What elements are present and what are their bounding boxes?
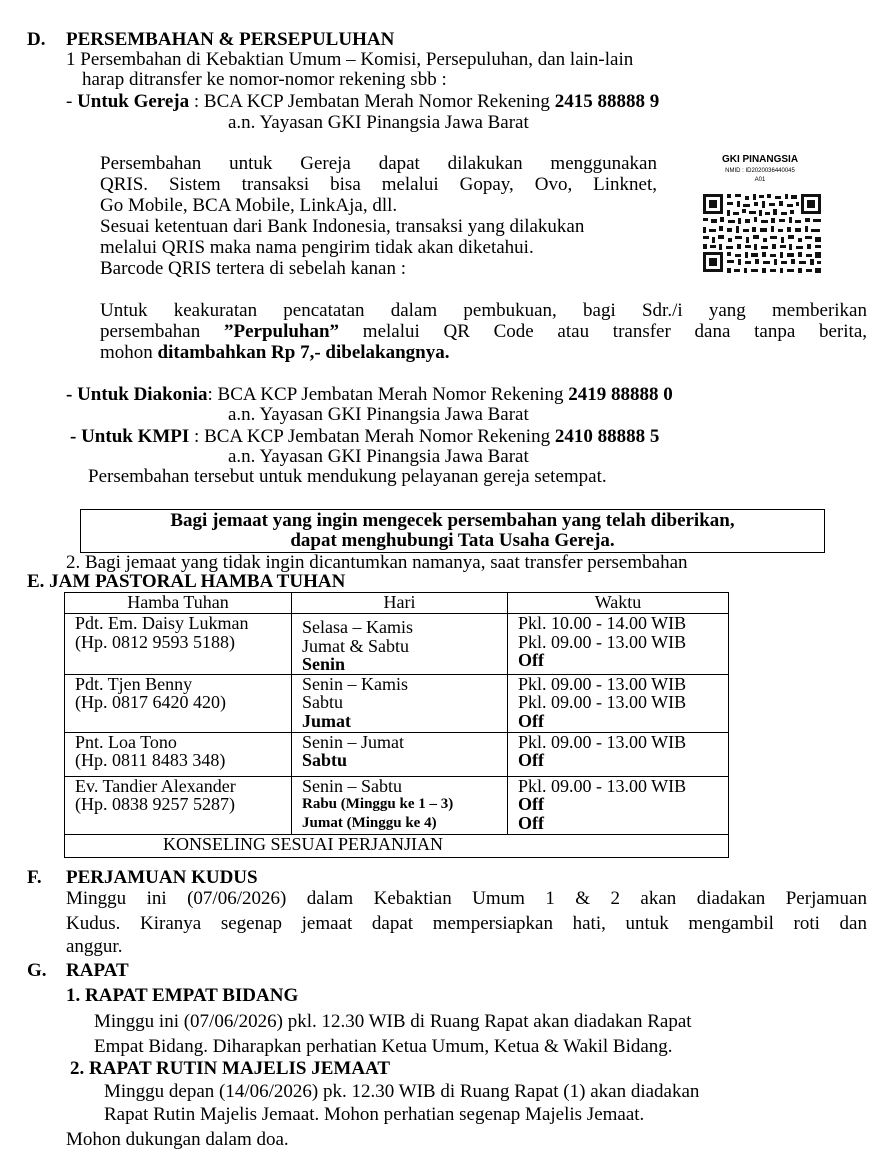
perpuluhan-text-a: persembahan — [100, 321, 224, 342]
notice-line-1: Bagi jemaat yang ingin mengecek persembahan yang telah diberikan, — [170, 510, 735, 531]
notice-line-2: dapat menghubungi Tata Usaha Gereja. — [290, 530, 615, 551]
qr-title: GKI PINANGSIA — [721, 154, 799, 165]
gereja-account-holder: a.n. Yayasan GKI Pinangsia Jawa Barat — [228, 112, 529, 133]
pastor-name: Pdt. Em. Daisy Lukman — [75, 613, 249, 633]
pastor-phone: (Hp. 0811 8483 348) — [75, 750, 226, 770]
day-entry: Senin – Kamis — [302, 673, 408, 694]
pastor-name: Pnt. Loa Tono — [75, 731, 177, 752]
pastor-phone: (Hp. 0838 9257 5287) — [75, 794, 235, 814]
qr-nmid: NMID : ID2020036440045 — [725, 168, 795, 174]
day-entry: Senin – Jumat — [302, 731, 404, 752]
section-d-title: PERSEMBAHAN & PERSEPULUHAN — [66, 29, 395, 50]
gereja-account-line: - Untuk Gereja : BCA KCP Jembatan Merah Nomor Rekening 2415 88888 9 — [66, 91, 660, 112]
time-entry: Pkl. 09.00 - 13.00 WIB — [518, 731, 687, 752]
qris-line-1: Persembahan untuk Gereja dapat dilakukan menggunakan — [100, 153, 657, 174]
day-entry: Selasa – Kamis — [302, 617, 413, 637]
qris-line-5: melalui QRIS maka nama pengirim tidak akan diketahui. — [100, 237, 534, 258]
days-cell — [292, 732, 508, 776]
prayer-request-line: Mohon dukungan dalam doa. — [66, 1129, 289, 1150]
communion-line-2: Kudus. Kiranya segenap jemaat dapat mempersiapkan hati, untuk mengambil roti dan — [66, 913, 867, 934]
table-row — [65, 776, 729, 834]
kmpi-bank: : BCA KCP Jembatan Merah Nomor Rekening — [189, 426, 555, 447]
time-entry: Pkl. 09.00 - 13.00 WIB — [518, 673, 687, 694]
pastor-cell — [65, 674, 292, 732]
meeting-2-line-2: Rapat Rutin Majelis Jemaat. Mohon perhatian segenap Majelis Jemaat. — [104, 1104, 645, 1125]
time-entry: Pkl. 09.00 - 13.00 WIB — [518, 775, 687, 796]
perpuluhan-line-2 — [100, 322, 867, 342]
gereja-account-number: 2415 88888 9 — [554, 91, 660, 112]
pastor-cell — [65, 614, 292, 675]
gereja-label: Untuk Gereja — [77, 91, 190, 112]
qris-code — [698, 150, 828, 275]
perpuluhan-mohon: mohon — [100, 342, 158, 363]
day-entry: Senin – Sabtu — [302, 775, 403, 796]
section-f-letter: F. — [27, 867, 42, 888]
time-off-entry: Off — [518, 812, 544, 833]
time-off-entry: Off — [518, 794, 544, 814]
gereja-bank: : BCA KCP Jembatan Merah Nomor Rekening — [189, 91, 555, 112]
days-cell — [292, 776, 508, 834]
section-e-title: E. JAM PASTORAL HAMBA TUHAN — [27, 571, 346, 592]
table-row — [65, 674, 729, 732]
perpuluhan-instruction: ditambahkan Rp 7,- dibelakangnya. — [157, 342, 450, 363]
offering-intro-line2: harap ditransfer ke nomor-nomor rekening sbb : — [82, 69, 447, 90]
pastor-phone: (Hp. 0812 9593 5188) — [75, 631, 235, 652]
table-header: Waktu — [508, 593, 729, 614]
time-off-entry: Off — [518, 750, 544, 770]
qr-matrix-icon — [701, 192, 823, 274]
qris-line-6: Barcode QRIS tertera di sebelah kanan : — [100, 258, 406, 279]
kmpi-account-holder: a.n. Yayasan GKI Pinangsia Jawa Barat — [228, 446, 529, 467]
diakonia-account-number: 2419 88888 0 — [568, 384, 673, 405]
table-header: Hari — [292, 593, 508, 614]
kmpi-account-line — [70, 427, 659, 447]
day-off-entry: Rabu (Minggu ke 1 – 3) — [302, 796, 454, 812]
section-d-letter: D. — [27, 29, 46, 50]
day-entry: Sabtu — [302, 692, 344, 712]
meeting-2-line-1: Minggu depan (14/06/2026) pk. 12.30 WIB di Ruang Rapat (1) akan diadakan — [104, 1081, 700, 1102]
perpuluhan-line-1: Untuk keakuratan pencatatan dalam pembukuan, bagi Sdr./i yang memberikan — [100, 300, 867, 321]
diakonia-account-holder: a.n. Yayasan GKI Pinangsia Jawa Barat — [228, 404, 529, 425]
meeting-1-title: 1. RAPAT EMPAT BIDANG — [66, 985, 299, 1006]
pastor-cell — [65, 732, 292, 776]
table-header: Hamba Tuhan — [65, 593, 292, 614]
table-row — [65, 614, 729, 675]
days-cell — [292, 674, 508, 732]
anonymous-transfer-line: 2. Bagi jemaat yang tidak ingin dicantumkan namanya, saat transfer persembahan — [66, 552, 688, 573]
counseling-note: KONSELING SESUAI PERJANJIAN — [65, 834, 729, 857]
days-cell — [292, 614, 508, 675]
meeting-1-line-2: Empat Bidang. Diharapkan perhatian Ketua Umum, Ketua & Wakil Bidang. — [94, 1036, 673, 1057]
table-row — [65, 732, 729, 776]
section-g-title: RAPAT — [66, 960, 129, 981]
communion-line-3: anggur. — [66, 936, 123, 957]
day-off-entry: Senin — [302, 654, 346, 674]
qris-line-2: QRIS. Sistem transaksi bisa melalui Gopay, Ovo, Linknet, — [100, 174, 657, 195]
table-header-row — [65, 593, 729, 614]
pastor-cell — [65, 776, 292, 834]
qr-code-label: A01 — [754, 177, 766, 183]
times-cell — [508, 674, 729, 732]
pastor-name: Pdt. Tjen Benny — [75, 673, 193, 694]
time-entry: Pkl. 10.00 - 14.00 WIB — [518, 613, 687, 633]
qris-line-4: Sesuai ketentuan dari Bank Indonesia, transaksi yang dilakukan — [100, 216, 585, 237]
kmpi-account-number: 2410 88888 5 — [554, 426, 660, 447]
pastor-phone: (Hp. 0817 6420 420) — [75, 692, 226, 712]
table-footer-row — [65, 834, 729, 857]
diakonia-bank: : BCA KCP Jembatan Merah Nomor Rekening — [207, 384, 569, 405]
diakonia-label: - Untuk Diakonia — [66, 384, 208, 405]
section-f-title: PERJAMUAN KUDUS — [66, 867, 258, 888]
meeting-2-title: 2. RAPAT RUTIN MAJELIS JEMAAT — [70, 1058, 391, 1079]
kmpi-label: - Untuk KMPI — [70, 426, 190, 447]
time-off-entry: Off — [518, 710, 544, 731]
time-entry: Pkl. 09.00 - 13.00 WIB — [518, 692, 687, 712]
section-g-letter: G. — [27, 960, 47, 981]
qris-line-3: Go Mobile, BCA Mobile, LinkAja, dll. — [100, 195, 398, 216]
perpuluhan-line-3 — [100, 343, 450, 363]
communion-line-1: Minggu ini (07/06/2026) dalam Kebaktian Umum 1 & 2 akan diadakan Perjamuan — [66, 888, 867, 909]
day-off-entry: Sabtu — [302, 750, 348, 770]
day-entry: Jumat & Sabtu — [302, 635, 409, 656]
offering-intro-line1: 1 Persembahan di Kebaktian Umum – Komisi, Persepuluhan, dan lain-lain — [66, 49, 634, 70]
offering-support-line: Persembahan tersebut untuk mendukung pelayanan gereja setempat. — [88, 466, 607, 487]
times-cell — [508, 732, 729, 776]
meeting-1-line-1: Minggu ini (07/06/2026) pkl. 12.30 WIB di Ruang Rapat akan diadakan Rapat — [94, 1011, 692, 1032]
pastor-name: Ev. Tandier Alexander — [75, 775, 236, 796]
times-cell — [508, 614, 729, 675]
day-off-entry: Jumat — [302, 710, 351, 731]
pastoral-schedule-table — [64, 592, 729, 858]
day-off-entry: Jumat (Minggu ke 4) — [302, 814, 437, 831]
notice-box — [80, 509, 825, 553]
time-off-entry: Off — [518, 650, 544, 670]
diakonia-account-line — [66, 385, 673, 405]
perpuluhan-text-c: melalui QR Code atau transfer dana tanpa berita, — [339, 321, 867, 342]
time-entry: Pkl. 09.00 - 13.00 WIB — [518, 631, 687, 652]
times-cell — [508, 776, 729, 834]
perpuluhan-keyword: ”Perpuluhan” — [223, 321, 340, 342]
